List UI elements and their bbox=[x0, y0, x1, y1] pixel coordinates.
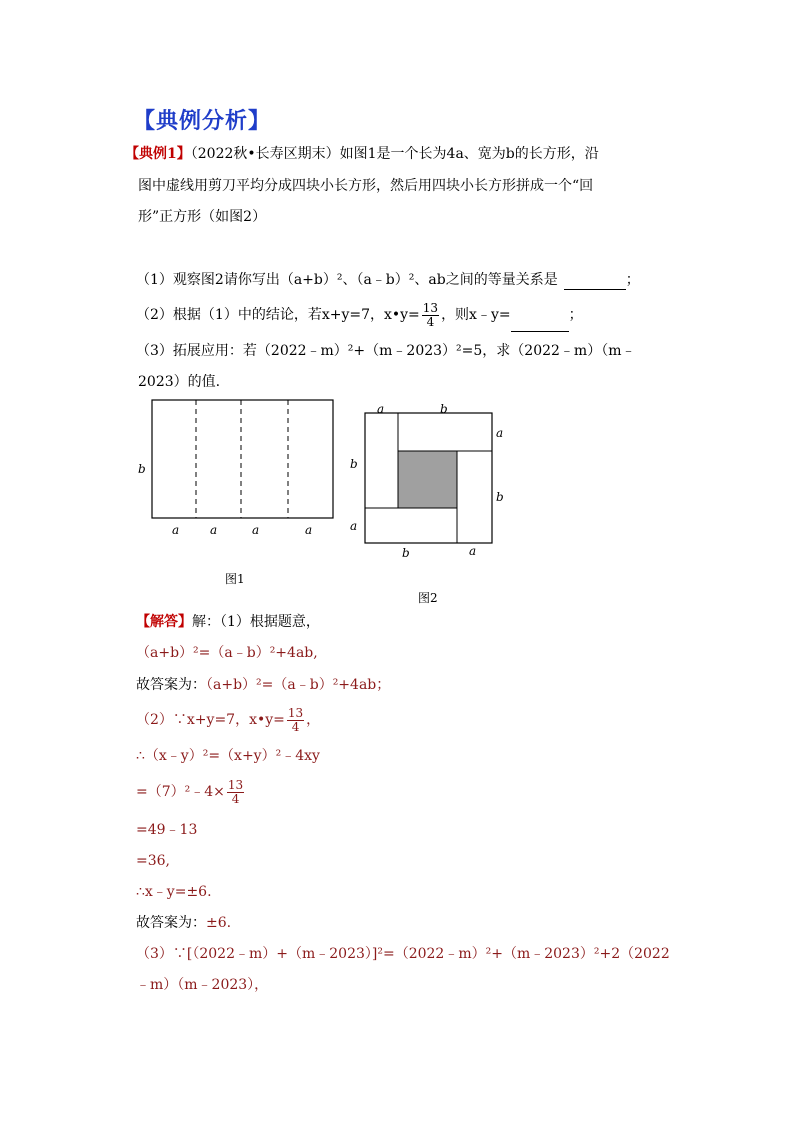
fraction-13-4: $\frac{13}{4}$ bbox=[422, 300, 439, 329]
problem-line-2: 图中虚线用剪刀平均分成四块小长方形，然后用四块小长方形拼成一个“回 bbox=[138, 178, 594, 194]
solution-line-3 bbox=[136, 675, 390, 695]
problem-text-1: （2022秋•长寿区期末）如图1是一个长为4a、宽为b的长方形，沿 bbox=[190, 146, 599, 162]
solution-text-3a: 故答案为： bbox=[136, 677, 206, 693]
figure-1 bbox=[135, 395, 345, 590]
question-2-text-b: ，则x﹣y= bbox=[441, 307, 511, 323]
figure-1-bottom-label: a bbox=[210, 523, 218, 537]
solution-line-7: =49﹣13 bbox=[136, 822, 198, 838]
figure-2-left-label: b bbox=[350, 457, 358, 471]
solution-line-1 bbox=[136, 612, 320, 632]
solution-line-6 bbox=[136, 773, 246, 811]
solution-text-1: 解：（1）根据题意， bbox=[192, 614, 320, 630]
solution-text-10b: ±6. bbox=[206, 915, 232, 931]
solution-text-4b: ， bbox=[306, 712, 321, 728]
figure-2-rect-left bbox=[365, 413, 398, 508]
figure-1-rectangle bbox=[152, 400, 333, 518]
fraction-13-4: $\frac{13}{4}$ bbox=[287, 705, 304, 734]
figure-2-caption: 图2 bbox=[418, 591, 438, 605]
solution-text-10a: 故答案为： bbox=[136, 915, 206, 931]
figure-2-right-label: a bbox=[496, 426, 504, 440]
figure-1-caption: 图1 bbox=[225, 572, 245, 586]
figure-1-bottom-label: a bbox=[252, 523, 260, 537]
question-2 bbox=[136, 298, 583, 332]
solution-text-3b: （a+b）²=（a﹣b）²+4ab； bbox=[206, 677, 391, 693]
question-2-text-a: （2）根据（1）中的结论，若x+y=7，x•y= bbox=[136, 307, 420, 323]
figure-2-center-square bbox=[398, 451, 457, 508]
problem-tag: 【典例1】 bbox=[125, 146, 191, 162]
figure-2-top-label: b bbox=[440, 402, 448, 416]
solution-line-5: ∴（x﹣y）²=（x+y）²﹣4xy bbox=[136, 748, 320, 764]
solution-line-2: （a+b）²=（a﹣b）²+4ab, bbox=[136, 645, 318, 661]
figure-2-rect-bottom bbox=[365, 508, 457, 543]
section-title: 【典例分析】 bbox=[133, 109, 272, 134]
problem-line-1 bbox=[125, 144, 599, 164]
figure-2-bottom-label: a bbox=[469, 544, 477, 558]
solution-line-11: （3）∵[（2022﹣m）+（m﹣2023）]²=（2022﹣m）²+（m﹣2023）²+2（2022 bbox=[136, 946, 670, 962]
answer-blank-2 bbox=[511, 307, 569, 332]
question-2-end: ； bbox=[568, 307, 583, 323]
solution-line-8: =36, bbox=[136, 853, 170, 869]
figure-2-right-label: b bbox=[496, 490, 504, 504]
figure-2-rect-right bbox=[457, 451, 492, 543]
question-1 bbox=[136, 270, 640, 290]
question-3-line-2: 2023）的值. bbox=[138, 374, 221, 390]
figure-2-left-label: a bbox=[350, 519, 358, 533]
figure-2-rect-top bbox=[398, 413, 492, 451]
solution-line-9: ∴x﹣y=±6. bbox=[136, 884, 212, 900]
figure-1-bottom-label: a bbox=[172, 523, 180, 537]
figure-1-side-label: b bbox=[138, 462, 146, 476]
figure-2 bbox=[345, 400, 515, 610]
solution-line-12: ﹣m）（m﹣2023）， bbox=[136, 977, 269, 993]
figure-1-bottom-label: a bbox=[305, 523, 313, 537]
solution-tag: 【解答】 bbox=[136, 614, 192, 630]
figure-2-top-label: a bbox=[377, 402, 385, 416]
answer-blank-1 bbox=[564, 289, 626, 290]
solution-line-10 bbox=[136, 913, 231, 933]
question-1-end: ； bbox=[625, 272, 640, 288]
solution-text-4a: （2）∵x+y=7，x•y= bbox=[136, 712, 285, 728]
solution-text-6a: =（7）²﹣4× bbox=[136, 784, 225, 800]
problem-line-3: 形”正方形（如图2） bbox=[138, 209, 267, 225]
solution-line-4 bbox=[136, 703, 320, 737]
figure-2-bottom-label: b bbox=[402, 546, 410, 560]
question-3-line-1: （3）拓展应用：若（2022﹣m）²+（m﹣2023）²=5，求（2022﹣m）（m﹣ bbox=[136, 343, 636, 359]
fraction-13-4: $\frac{13}{4}$ bbox=[227, 777, 244, 806]
question-1-text: （1）观察图2请你写出（a+b）²、（a﹣b）²、ab之间的等量关系是 bbox=[136, 272, 558, 288]
